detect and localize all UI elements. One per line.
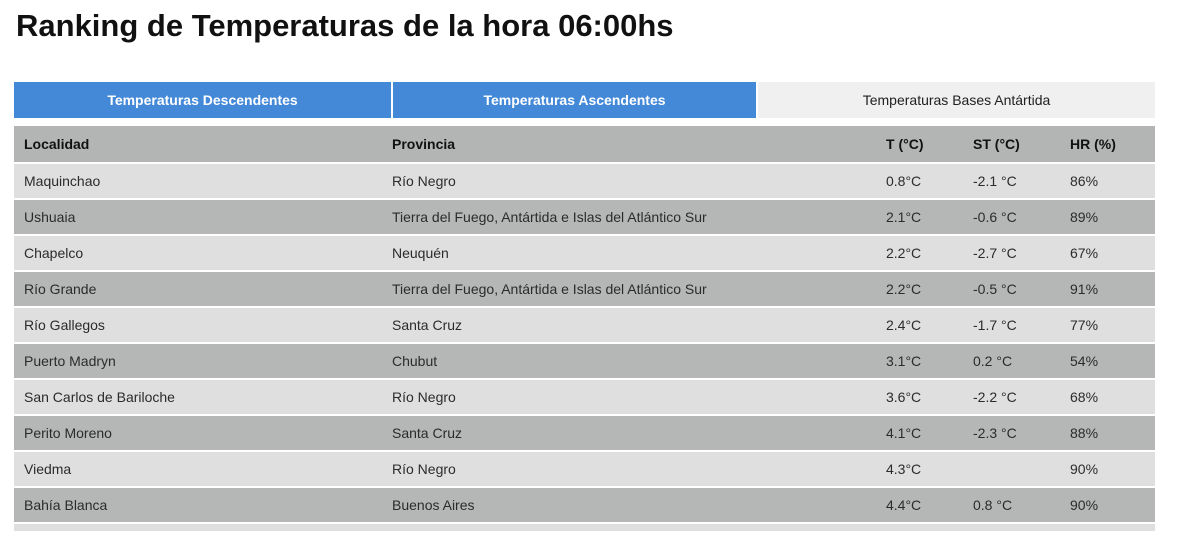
table-cell: Neuquén bbox=[382, 236, 876, 272]
tab-temperaturas-descendentes[interactable]: Temperaturas Descendentes bbox=[14, 82, 391, 118]
table-row bbox=[14, 164, 1155, 200]
table-cell: 4.4°C bbox=[876, 488, 963, 524]
table-cell: Perito Moreno bbox=[14, 416, 382, 452]
table-row bbox=[14, 272, 1155, 308]
table-cell: Ushuaia bbox=[14, 200, 382, 236]
table-cell: 4.3°C bbox=[876, 452, 963, 488]
table-cell: 68% bbox=[1060, 380, 1155, 416]
table-cell: -0.5 °C bbox=[963, 272, 1060, 308]
table-header-row bbox=[14, 126, 1155, 164]
table-row bbox=[14, 416, 1155, 452]
table-cell: Santa Cruz bbox=[382, 416, 876, 452]
table-cell: 90% bbox=[1060, 488, 1155, 524]
table-cell: 0.2 °C bbox=[963, 344, 1060, 380]
table-cell: 89% bbox=[1060, 200, 1155, 236]
table-row bbox=[14, 308, 1155, 344]
table-cell: Río Negro bbox=[382, 164, 876, 200]
table-cell: Tierra del Fuego, Antártida e Islas del Atlántico Sur bbox=[382, 272, 876, 308]
table-cell: 0.8 °C bbox=[963, 488, 1060, 524]
tab-temperaturas-ascendentes[interactable]: Temperaturas Ascendentes bbox=[393, 82, 756, 118]
table-cell: Chubut bbox=[382, 344, 876, 380]
table-row bbox=[14, 488, 1155, 524]
table-cell: 2.4°C bbox=[876, 308, 963, 344]
table-cell: 2.2°C bbox=[876, 272, 963, 308]
table-cell: Santa Cruz bbox=[382, 308, 876, 344]
table-cell: -2.3 °C bbox=[963, 416, 1060, 452]
column-header: Localidad bbox=[14, 126, 382, 164]
table-cell: -1.7 °C bbox=[963, 308, 1060, 344]
table-cell: Viedma bbox=[14, 452, 382, 488]
table-cell bbox=[963, 452, 1060, 488]
temperature-ranking-table bbox=[14, 126, 1155, 524]
table-cell: Tierra del Fuego, Antártida e Islas del Atlántico Sur bbox=[382, 200, 876, 236]
table-cell: 2.2°C bbox=[876, 236, 963, 272]
table-cell: Río Gallegos bbox=[14, 308, 382, 344]
table-cell: Río Negro bbox=[382, 380, 876, 416]
table-cell: 2.1°C bbox=[876, 200, 963, 236]
tab-temperaturas-bases-antartida[interactable]: Temperaturas Bases Antártida bbox=[758, 82, 1155, 118]
table-cell: 90% bbox=[1060, 452, 1155, 488]
table-cell: Chapelco bbox=[14, 236, 382, 272]
table-cell: Buenos Aires bbox=[382, 488, 876, 524]
table-cell: Bahía Blanca bbox=[14, 488, 382, 524]
column-header: Provincia bbox=[382, 126, 876, 164]
table-cell: 54% bbox=[1060, 344, 1155, 380]
table-cell: San Carlos de Bariloche bbox=[14, 380, 382, 416]
column-header: T (°C) bbox=[876, 126, 963, 164]
table-cell: 91% bbox=[1060, 272, 1155, 308]
table-row bbox=[14, 236, 1155, 272]
table-cell: 3.6°C bbox=[876, 380, 963, 416]
table-cell: Maquinchao bbox=[14, 164, 382, 200]
table-cell: 0.8°C bbox=[876, 164, 963, 200]
table-cell: 77% bbox=[1060, 308, 1155, 344]
next-row-partial bbox=[14, 524, 1155, 531]
table-row bbox=[14, 452, 1155, 488]
table-cell: 67% bbox=[1060, 236, 1155, 272]
table-cell: 86% bbox=[1060, 164, 1155, 200]
table-row bbox=[14, 344, 1155, 380]
table-cell: 88% bbox=[1060, 416, 1155, 452]
table-cell: -2.7 °C bbox=[963, 236, 1060, 272]
table-cell: -2.2 °C bbox=[963, 380, 1060, 416]
table-row bbox=[14, 380, 1155, 416]
column-header: HR (%) bbox=[1060, 126, 1155, 164]
table-body bbox=[14, 164, 1155, 524]
tab-bar bbox=[14, 82, 1155, 118]
page-title: Ranking de Temperaturas de la hora 06:00hs bbox=[16, 8, 674, 43]
column-header: ST (°C) bbox=[963, 126, 1060, 164]
table-row bbox=[14, 200, 1155, 236]
table-cell: 3.1°C bbox=[876, 344, 963, 380]
table-cell: -2.1 °C bbox=[963, 164, 1060, 200]
table-cell: Río Grande bbox=[14, 272, 382, 308]
table-cell: 4.1°C bbox=[876, 416, 963, 452]
table-cell: -0.6 °C bbox=[963, 200, 1060, 236]
table-cell: Puerto Madryn bbox=[14, 344, 382, 380]
table-cell: Río Negro bbox=[382, 452, 876, 488]
